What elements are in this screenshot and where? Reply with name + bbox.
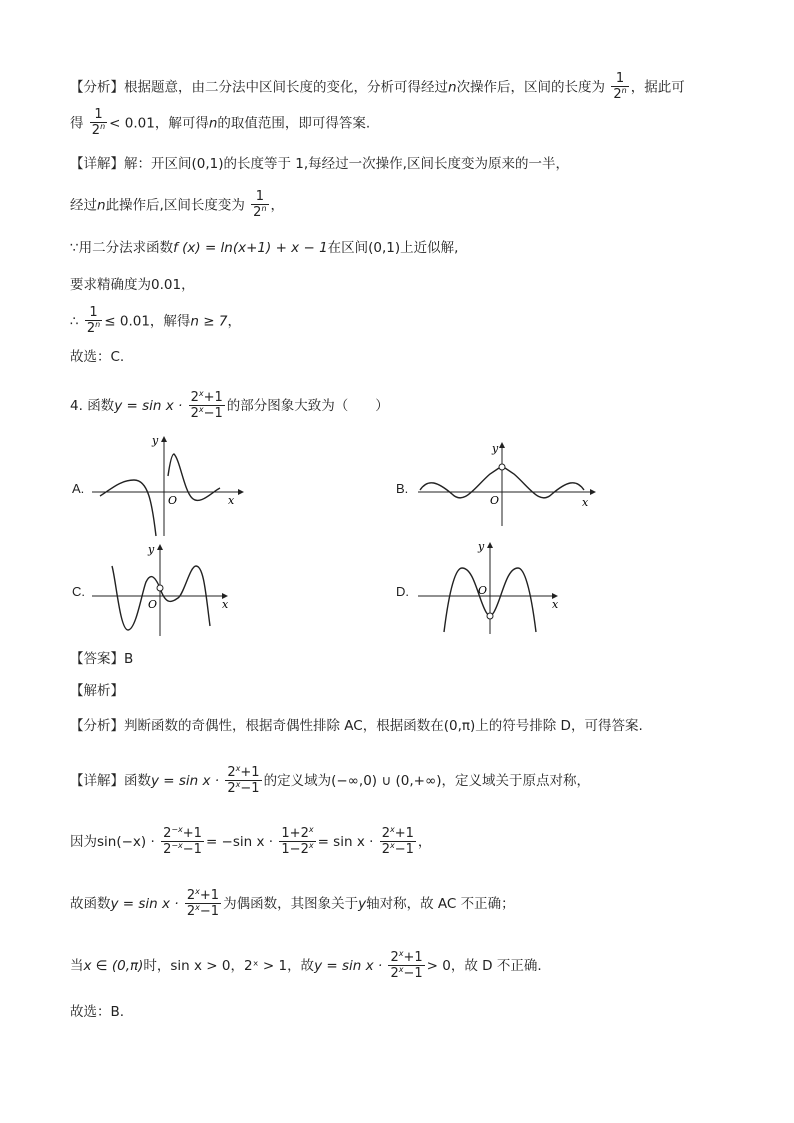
condition: x ∈ (0,π) xyxy=(83,957,144,974)
num xyxy=(189,390,225,406)
num: 1 xyxy=(90,108,107,123)
detail-line-2 xyxy=(70,190,284,221)
base: 2 xyxy=(390,950,399,965)
exp: x xyxy=(198,389,204,398)
option-c-label[interactable]: C. xyxy=(72,584,85,599)
num xyxy=(185,888,221,904)
term: −1 xyxy=(403,966,423,982)
fraction xyxy=(611,72,628,103)
base: 2 xyxy=(163,826,172,841)
function-expr: y = sin x · xyxy=(110,895,179,912)
fraction xyxy=(225,765,261,797)
base: 2 xyxy=(91,123,101,139)
text: 为偶函数，其图象关于 xyxy=(223,895,359,912)
base: 2 xyxy=(390,966,399,982)
exp: −x xyxy=(171,825,183,834)
interval: (0,1) xyxy=(191,156,224,172)
base: 2 xyxy=(163,842,172,858)
num: $1+2^x$ xyxy=(281,825,314,841)
text: 在区间 xyxy=(327,240,369,256)
base: 2 xyxy=(227,781,236,797)
question-number: 4. xyxy=(70,397,83,414)
detail-q4-line-2 xyxy=(70,826,431,858)
x-label: x xyxy=(222,598,229,611)
domain: (−∞,0) ∪ (0,+∞) xyxy=(331,772,442,789)
detail-q4-line-1 xyxy=(70,765,590,797)
analysis-q4 xyxy=(70,718,643,734)
base: 2 xyxy=(300,826,309,841)
exp: n xyxy=(95,320,101,330)
text: ，故 D 不正确. xyxy=(450,957,542,974)
text: 【详解】函数 xyxy=(70,772,151,789)
term: +1 xyxy=(240,765,260,780)
text: ， xyxy=(230,957,244,974)
origin-label: O xyxy=(148,598,158,611)
value: 0.01 xyxy=(151,277,182,293)
origin-label: O xyxy=(490,494,500,507)
expr: sin x > 0 xyxy=(170,957,231,974)
fraction xyxy=(388,950,424,982)
num xyxy=(380,826,416,842)
expr: 2ˣ > 1 xyxy=(243,957,288,974)
function-expr: y = sin x · xyxy=(114,397,183,414)
base: 2 xyxy=(186,888,196,903)
exp: x xyxy=(308,841,314,851)
option-a-graph[interactable] xyxy=(88,432,248,540)
option-b-graph[interactable] xyxy=(414,440,598,530)
text: 上近似解, xyxy=(400,240,459,256)
var-n: n xyxy=(448,79,457,96)
text: ，定义域关于原点对称， xyxy=(441,772,590,789)
term: +1 xyxy=(403,950,423,965)
exp: n xyxy=(621,86,627,96)
base: 2 xyxy=(190,406,199,422)
text: ，据此可 xyxy=(630,79,685,96)
text: 经过 xyxy=(70,197,97,214)
interval: (0,1) xyxy=(368,240,401,256)
term: 1 xyxy=(281,842,290,858)
origin-label: O xyxy=(168,494,178,507)
den xyxy=(185,904,221,919)
curve-left xyxy=(100,480,156,536)
x-label: x xyxy=(582,496,589,509)
y-label: y xyxy=(152,434,159,447)
exp: x xyxy=(235,780,241,790)
term: +1 xyxy=(394,826,414,841)
text: ， xyxy=(270,197,285,214)
num xyxy=(225,765,261,781)
interval: (0,π) xyxy=(443,718,476,734)
explanation-heading: 【解析】 xyxy=(70,683,124,699)
text: 的定义域为 xyxy=(263,772,332,789)
base: 2 xyxy=(381,842,390,858)
text: 的取值范围，即可得答案. xyxy=(217,115,371,132)
option-a-label[interactable]: A. xyxy=(72,481,85,496)
den xyxy=(251,205,268,220)
y-arrow xyxy=(157,544,163,550)
base: 2 xyxy=(381,826,390,841)
x-label: x xyxy=(552,598,559,611)
fraction xyxy=(85,306,102,337)
base: 2 xyxy=(253,205,262,221)
fraction xyxy=(185,888,221,920)
fraction xyxy=(189,390,225,422)
analysis-line-2 xyxy=(70,108,370,139)
den xyxy=(380,842,416,857)
exp: x xyxy=(398,965,404,975)
exp: −x xyxy=(171,841,183,851)
y-arrow xyxy=(161,436,167,442)
exp: x xyxy=(235,764,241,773)
function-expr: y = sin x · xyxy=(314,957,383,974)
text: 故函数 xyxy=(70,895,111,912)
num: 1 xyxy=(251,190,268,205)
base: 2 xyxy=(227,765,236,780)
base: 2 xyxy=(300,842,309,858)
function-expr: y = sin x · xyxy=(151,772,220,789)
den xyxy=(90,123,107,138)
text: ∵用二分法求函数 xyxy=(70,240,174,256)
base: 2 xyxy=(186,904,196,920)
choice-c-line: 故选：C. xyxy=(70,349,125,365)
text: 【分析】根据题意，由二分法中区间长度的变化，分析可得经过 xyxy=(70,79,448,96)
exp: x xyxy=(198,405,204,415)
detail-line-4 xyxy=(70,277,195,293)
text: 的部分图象大致为（ ） xyxy=(226,397,389,414)
x-label: x xyxy=(228,494,235,507)
exp: x xyxy=(308,825,314,834)
text: 因为 xyxy=(70,833,97,850)
text: 当 xyxy=(70,957,84,974)
x-arrow xyxy=(590,489,596,495)
open-point xyxy=(487,613,493,619)
origin-label: O xyxy=(478,584,488,597)
fraction xyxy=(380,826,416,858)
detail-line-3 xyxy=(70,240,458,256)
detail-line-1 xyxy=(70,156,569,172)
den xyxy=(225,781,261,796)
text: ∴ xyxy=(70,313,79,330)
y-label: y xyxy=(148,543,155,556)
text: 次操作后，区间的长度为 xyxy=(456,79,606,96)
var-n: n xyxy=(208,115,218,132)
text: 要求精确度为 xyxy=(70,277,151,293)
den xyxy=(161,842,204,857)
inequality: ≤ 0.01 xyxy=(104,313,150,330)
option-b-label[interactable]: B. xyxy=(396,481,409,496)
text: 【分析】判断函数的奇偶性，根据奇偶性排除 AC，根据函数在 xyxy=(70,718,444,734)
base: 2 xyxy=(190,390,199,405)
fraction xyxy=(251,190,268,221)
term: +1 xyxy=(203,390,223,405)
exp: x xyxy=(389,825,395,834)
text: 的长度等于 1,每经过一次操作,区间长度变为原来的一半， xyxy=(223,156,569,172)
text: 时， xyxy=(143,957,171,974)
fraction xyxy=(279,826,315,858)
den: $1-2^x$ xyxy=(281,841,314,858)
inequality: < 0.01 xyxy=(109,115,155,132)
term: −1 xyxy=(182,842,202,858)
answer-line: 【答案】B xyxy=(70,651,134,667)
fraction xyxy=(90,108,107,139)
exp: n xyxy=(261,204,267,214)
option-d-graph[interactable] xyxy=(414,538,564,638)
curve-right xyxy=(505,468,584,498)
analysis-line-1 xyxy=(70,72,685,103)
den xyxy=(611,87,628,102)
text: 得 xyxy=(70,115,84,132)
y-arrow xyxy=(487,542,493,548)
detail-line-5 xyxy=(70,306,241,337)
solution: n ≥ 7 xyxy=(190,313,228,330)
base: 2 xyxy=(613,87,622,103)
question-4 xyxy=(70,390,389,422)
x-arrow xyxy=(238,489,244,495)
var-n: n xyxy=(97,197,106,214)
base: 2 xyxy=(86,321,96,337)
open-point xyxy=(157,585,163,591)
den xyxy=(85,321,102,336)
exp: x xyxy=(389,841,395,851)
den xyxy=(388,966,424,981)
text: ，解可得 xyxy=(154,115,209,132)
num xyxy=(161,826,204,842)
option-d-label[interactable]: D. xyxy=(396,584,409,599)
text: ， xyxy=(417,833,432,850)
open-point xyxy=(499,464,505,470)
term: −1 xyxy=(199,904,220,920)
exp: x xyxy=(195,887,200,896)
term: −1 xyxy=(203,406,223,422)
detail-q4-line-3 xyxy=(70,888,515,920)
y-label: y xyxy=(478,540,485,553)
term: +1 xyxy=(182,826,202,841)
text: 此操作后,区间长度变为 xyxy=(105,197,245,214)
var-y: y xyxy=(358,895,367,912)
term: −1 xyxy=(394,842,414,858)
detail-q4-line-4 xyxy=(70,950,542,982)
num: 1 xyxy=(611,72,628,87)
term: 1 xyxy=(281,826,290,841)
text: ， xyxy=(227,313,241,330)
curve-right xyxy=(491,568,536,632)
term: −1 xyxy=(240,781,260,797)
exp: n xyxy=(100,122,106,132)
num: 1 xyxy=(85,306,102,321)
text: 函数 xyxy=(87,397,115,414)
text: ， xyxy=(181,277,195,293)
function-expr: f (x) = ln(x+1) + x − 1 xyxy=(173,240,328,256)
exp: x xyxy=(398,949,404,958)
exp: x xyxy=(195,903,200,913)
text: ，解得 xyxy=(149,313,191,330)
option-c-graph[interactable] xyxy=(88,540,234,640)
y-arrow xyxy=(499,442,505,448)
curve-left xyxy=(420,468,499,498)
text: 上的符号排除 D，可得答案. xyxy=(475,718,643,734)
expr: = −sin x · xyxy=(205,833,274,850)
num xyxy=(388,950,424,966)
y-label: y xyxy=(492,442,499,455)
text: 轴对称，故 AC 不正确； xyxy=(366,895,515,912)
inequality: > 0 xyxy=(426,957,451,974)
expr: = sin x · xyxy=(317,833,374,850)
curve-left xyxy=(444,568,489,632)
text: ，故 xyxy=(287,957,315,974)
den xyxy=(189,406,225,421)
fraction xyxy=(161,826,204,858)
expr: sin(−x) · xyxy=(97,833,155,850)
choice-b-line: 故选：B. xyxy=(70,1004,125,1020)
text: 【详解】解：开区间 xyxy=(70,156,192,172)
term: +1 xyxy=(199,888,220,903)
